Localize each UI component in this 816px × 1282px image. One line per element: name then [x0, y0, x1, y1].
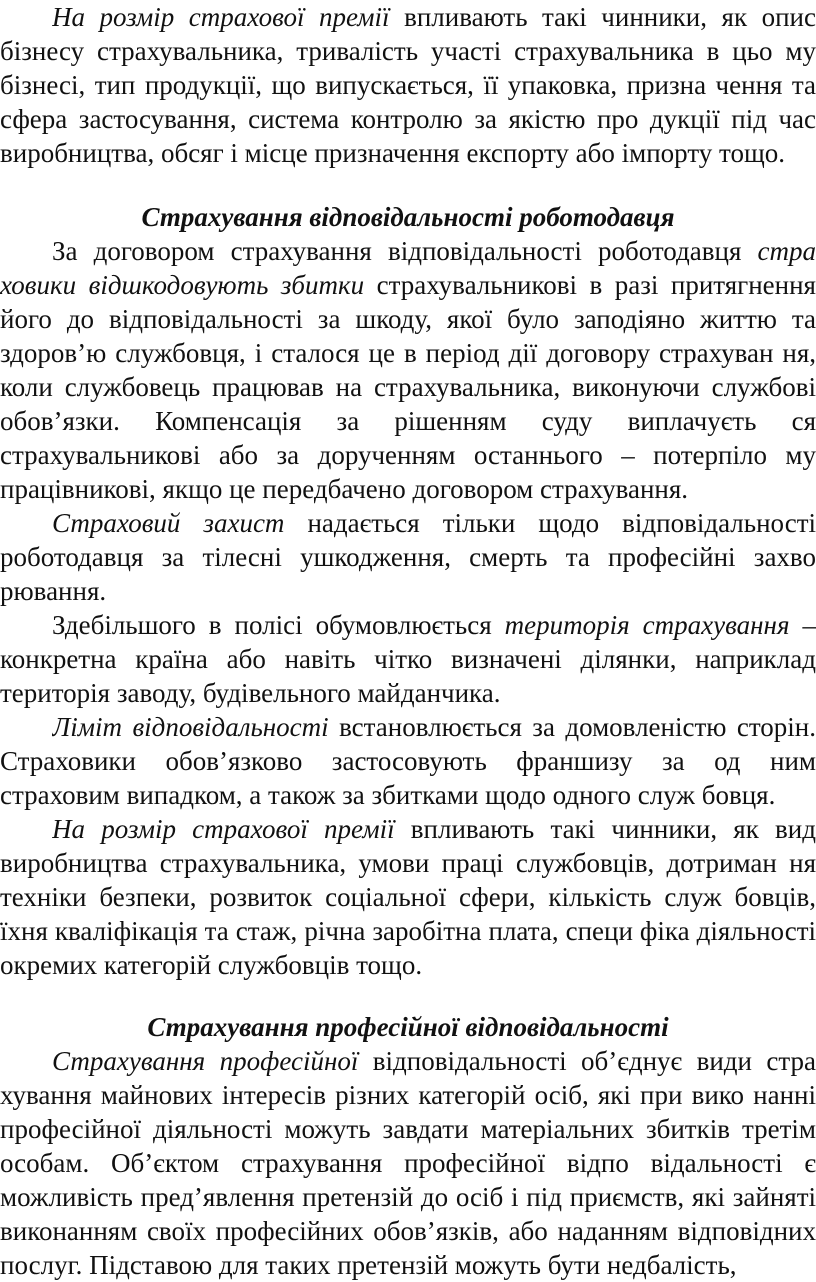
paragraph-line: особам. Об’єктом страхування професійної відпо відальності є [0, 1148, 816, 1178]
paragraph-line: коли службовець працював на страхувальника, виконуючи службові [0, 372, 816, 402]
paragraph-line: За договором страхування відповідальності роботодавця стра [52, 236, 816, 266]
paragraph-line: окремих категорій службовців тощо. [0, 950, 423, 980]
paragraph-line: здоров’ю службовця, і сталося це в період дії договору страхуван ня, [0, 338, 816, 368]
paragraph-line: Ліміт відповідальності встановлюється за домовленістю сторін. [52, 712, 816, 742]
paragraph-line: територія заводу, будівельного майданчика. [0, 678, 501, 708]
paragraph-line: їхня кваліфікація та стаж, річна заробітна плата, специ фіка діяльності [0, 916, 816, 946]
paragraph-line: його до відповідальності за шкоду, якої було заподіяно життю та [0, 304, 816, 334]
paragraph-line: техніки безпеки, розвиток соціальної сфери, кількість служ бовців, [0, 882, 816, 912]
paragraph-line: виконанням своїх професійних обов’язків, або наданням відповідних [0, 1216, 816, 1246]
paragraph-line: страховим випадком, а також за збитками щодо одного служ бовця. [0, 780, 776, 810]
paragraph-line: Страховики обов’язково застосовують франшизу за од ним [0, 746, 816, 776]
paragraph-line: На розмір страхової премії впливають такі чинники, як опис [52, 2, 816, 32]
paragraph-line: рювання. [0, 576, 107, 606]
section-heading: Страхування відповідальності роботодавця [141, 202, 675, 232]
paragraph-line: послуг. Підставою для таких претензій можуть бути недбалість, [0, 1250, 737, 1280]
paragraph-line: конкретна країна або навіть чітко визначені ділянки, наприклад [0, 644, 816, 674]
paragraph-line: страхувальникові або за дорученням останнього – потерпіло му [0, 440, 816, 470]
paragraph-line: виробництва, обсяг і місце призначення експорту або імпорту тощо. [0, 138, 786, 168]
paragraph-line: хування майнових інтересів різних категорій осіб, які при вико нанні [0, 1080, 816, 1110]
paragraph-line: роботодавця за тілесні ушкодження, смерть та професійні захво [0, 542, 816, 572]
paragraph-line: Здебільшого в полісі обумовлюється територія страхування – [52, 610, 816, 640]
paragraph-line: можливість пред’явлення претензій до осіб і під приємств, які зайняті [0, 1182, 816, 1212]
paragraph-line: Страхування професійної відповідальності об’єднує види стра [52, 1046, 816, 1076]
paragraph-line: працівникові, якщо це передбачено договором страхування. [0, 474, 689, 504]
paragraph-line: обов’язки. Компенсація за рішенням суду виплачуєть ся [0, 406, 816, 436]
paragraph-line: виробництва страхувальника, умови праці службовців, дотриман ня [0, 848, 816, 878]
section-heading: Страхування професійної відповідальності [147, 1012, 669, 1042]
paragraph-line: Страховий захист надається тільки щодо відповідальності [52, 508, 816, 538]
paragraph-line: бізнесу страхувальника, тривалість участі страхувальника в цьо му [0, 36, 816, 66]
paragraph-line: сфера застосування, система контролю за якістю про дукції під час [0, 104, 816, 134]
paragraph-line: На розмір страхової премії впливають такі чинники, як вид [52, 814, 816, 844]
paragraph-line: бізнесі, тип продукції, що випускається, її упаковка, призна чення та [0, 70, 816, 100]
paragraph-line: професійної діяльності можуть завдати матеріальних збитків третім [0, 1114, 816, 1144]
paragraph-line: ховики відшкодовують збитки страхувальникові в разі притягнення [0, 270, 816, 300]
